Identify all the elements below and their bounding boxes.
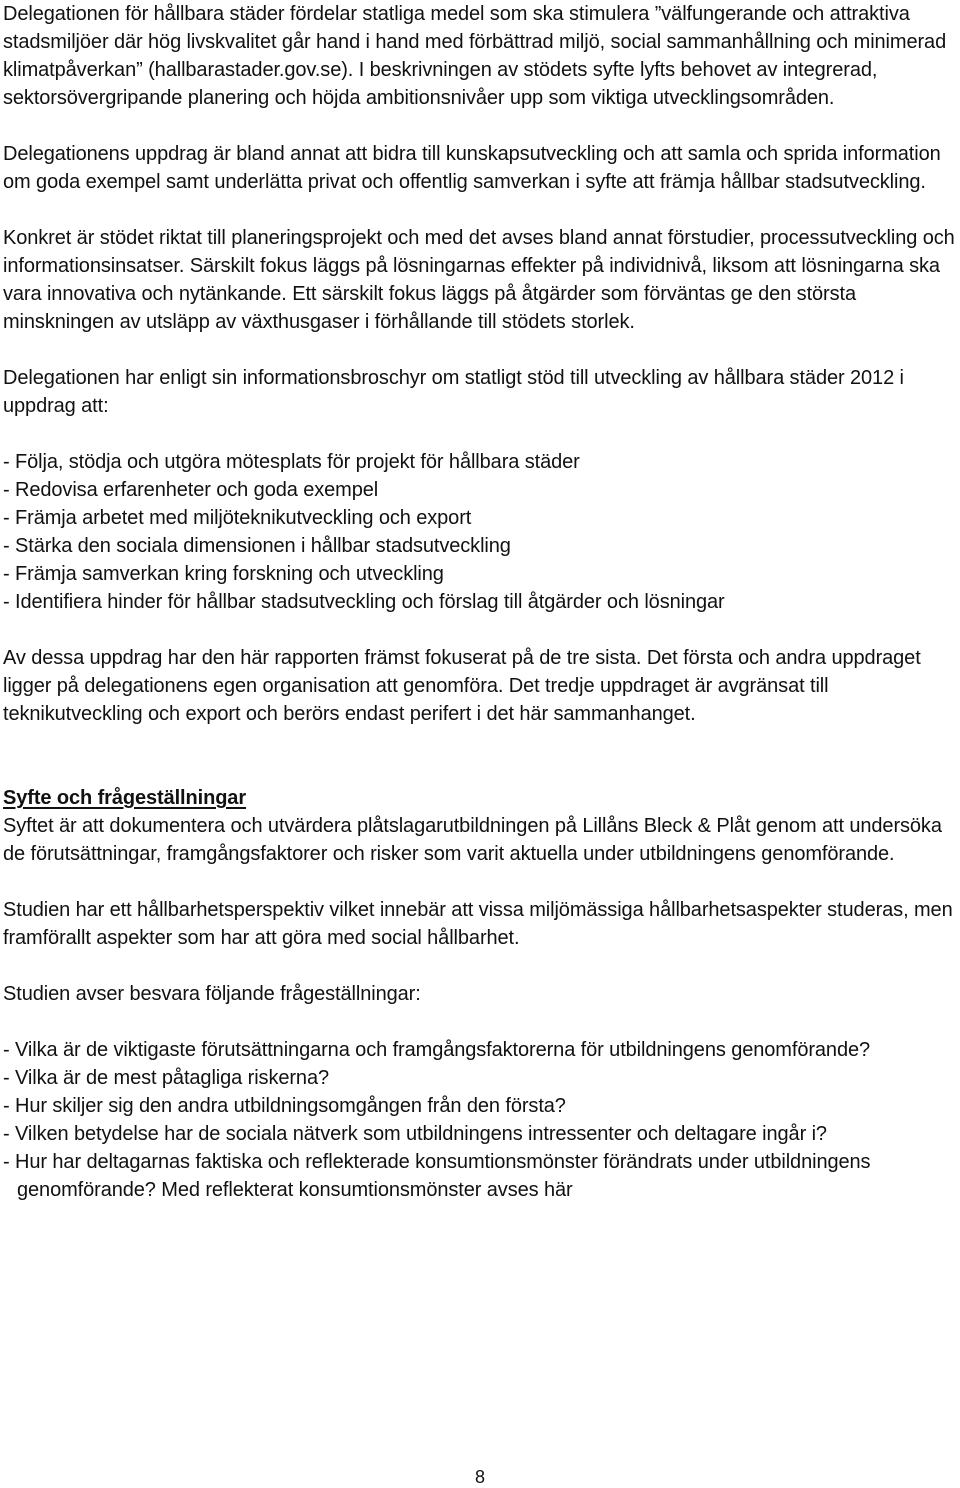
intro-paragraph-1: Delegationen för hållbara städer fördelar statliga medel som ska stimulera ”välfungerande och attraktiva stadsmiljöer där hög livskvalitet går hand i hand med förbättrad miljö, social sammanhållning och minimerad klimatpåverkan” (hallbarastader.gov.se). I beskrivningen av stödets syfte lyfts behovet av integrerad, sektorsövergripande planering och höjda ambitionsnivåer upp som viktiga utvecklingsområden. bbox=[3, 3, 947, 109]
questions-intro: Studien avser besvara följande frågeställningar: bbox=[3, 983, 421, 1005]
list-item: - Vilken betydelse har de sociala nätverk som utbildningens intressenter och deltagare ingår i? bbox=[3, 1123, 827, 1145]
questions-list bbox=[3, 1036, 955, 1204]
assignments-list bbox=[3, 448, 955, 616]
page-number: 8 bbox=[474, 1467, 485, 1487]
list-item: - Stärka den sociala dimensionen i hållbar stadsutveckling bbox=[3, 535, 511, 557]
list-item: - Hur har deltagarnas faktiska och reflekterade konsumtionsmönster förändrats under utbildningens genomförande? Med reflekterat konsumtionsmönster avses här bbox=[3, 1151, 871, 1201]
scope-paragraph: Av dessa uppdrag har den här rapporten främst fokuserat på de tre sista. Det första och andra uppdraget ligger på delegationens egen organisation att genomföra. Det tredje uppdraget är avgränsat till teknikutveckling och export och berörs endast perifert i det här sammanhanget. bbox=[3, 647, 921, 725]
list-item: - Främja arbetet med miljöteknikutveckling och export bbox=[3, 507, 472, 529]
list-item: - Vilka är de mest påtagliga riskerna? bbox=[3, 1067, 329, 1089]
document-page bbox=[3, 0, 955, 1204]
intro-paragraph-3: Konkret är stödet riktat till planeringsprojekt och med det avses bland annat förstudier, processutveckling och informationsinsatser. Särskilt fokus läggs på lösningarnas effekter på individnivå, liksom att lösningarna ska vara innovativa och nytänkande. Ett särskilt fokus läggs på åtgärder som förväntas ge den största minskningen av utsläpp av växthusgaser i förhållande till stödets storlek. bbox=[3, 227, 955, 333]
list-item: - Följa, stödja och utgöra mötesplats för projekt för hållbara städer bbox=[3, 451, 580, 473]
list-item: - Främja samverkan kring forskning och utveckling bbox=[3, 563, 444, 585]
list-item: - Hur skiljer sig den andra utbildningsomgången från den första? bbox=[3, 1095, 566, 1117]
section-heading: Syfte och frågeställningar bbox=[3, 787, 247, 809]
perspective-paragraph: Studien har ett hållbarhetsperspektiv vilket innebär att vissa miljömässiga hållbarhetsaspekter studeras, men framförallt aspekter som har att göra med social hållbarhet. bbox=[3, 899, 953, 949]
intro-paragraph-4: Delegationen har enligt sin informationsbroschyr om statligt stöd till utveckling av hållbara städer 2012 i uppdrag att: bbox=[3, 367, 904, 417]
list-item: - Redovisa erfarenheter och goda exempel bbox=[3, 479, 379, 501]
intro-paragraph-2: Delegationens uppdrag är bland annat att bidra till kunskapsutveckling och att samla och sprida information om goda exempel samt underlätta privat och offentlig samverkan i syfte att främja hållbar stadsutveckling. bbox=[3, 143, 941, 193]
list-item: - Vilka är de viktigaste förutsättningarna och framgångsfaktorerna för utbildningens genomförande? bbox=[3, 1039, 871, 1061]
list-item: - Identifiera hinder för hållbar stadsutveckling och förslag till åtgärder och lösningar bbox=[3, 591, 725, 613]
purpose-paragraph: Syftet är att dokumentera och utvärdera plåtslagarutbildningen på Lillåns Bleck & Plåt genom att undersöka de förutsättningar, framgångsfaktorer och risker som varit aktuella under utbildningens genomförande. bbox=[3, 815, 942, 865]
